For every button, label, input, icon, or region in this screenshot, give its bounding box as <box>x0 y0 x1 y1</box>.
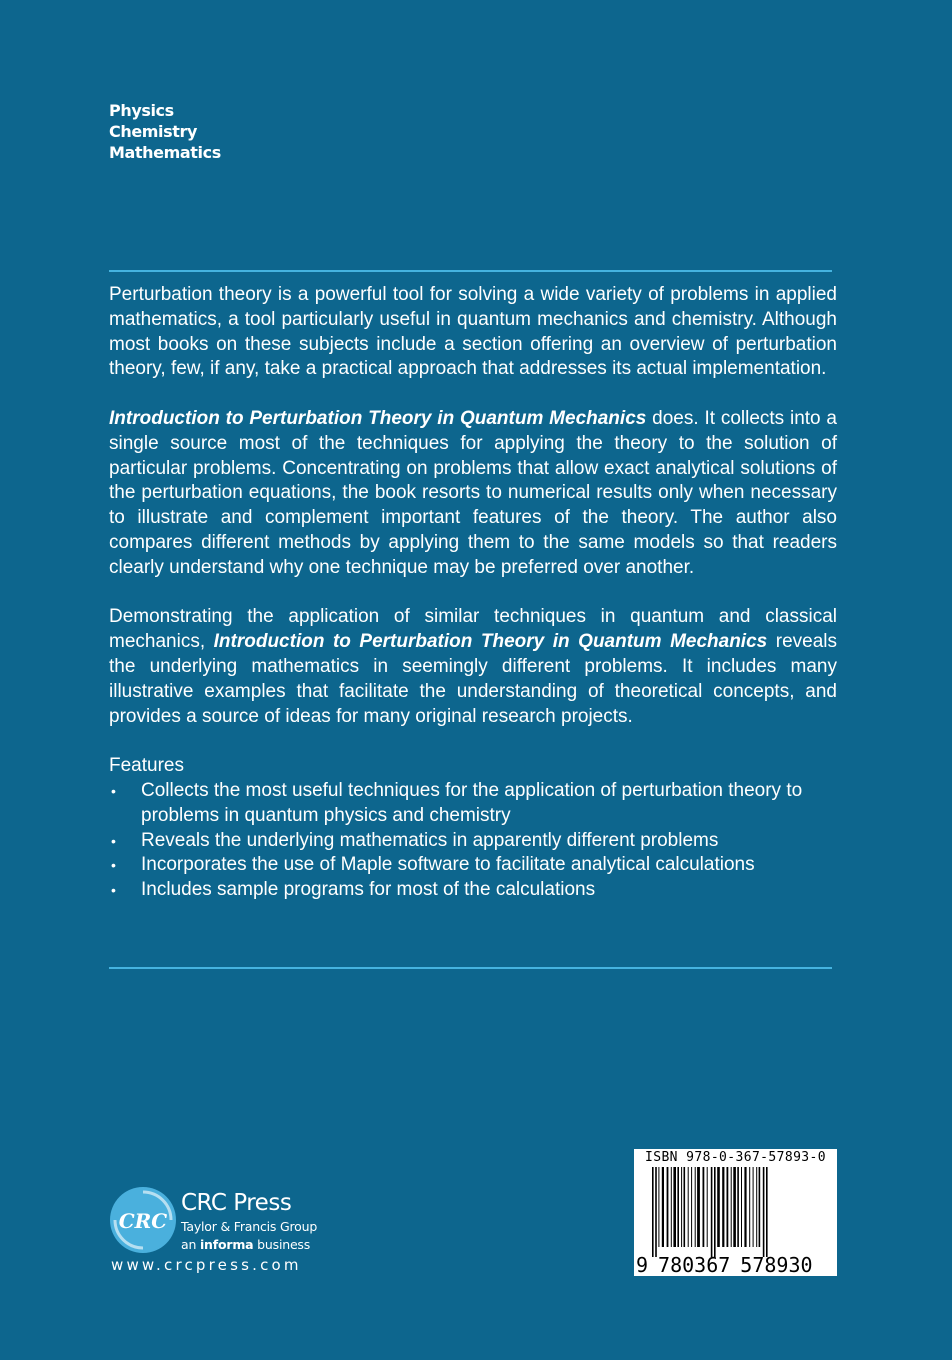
description-body <box>109 283 837 903</box>
isbn-digits: 9 780367 578930 <box>636 1253 813 1277</box>
paragraph-3 <box>109 605 837 729</box>
barcode-bar <box>681 1167 682 1247</box>
bullet-icon: • <box>111 832 116 849</box>
barcode-bar <box>703 1167 705 1247</box>
barcode-bar <box>655 1167 657 1257</box>
publisher-url: www.crcpress.com <box>111 1256 302 1274</box>
barcode-bar <box>717 1167 720 1247</box>
isbn-barcode <box>634 1149 837 1276</box>
top-divider <box>109 270 832 272</box>
barcode-bar <box>731 1167 732 1247</box>
barcode-bar <box>697 1167 700 1247</box>
book-title: Introduction to Perturbation Theory in Quantum Mechanics <box>109 407 647 429</box>
isbn-lead-digit: 9 <box>636 1253 649 1277</box>
publisher-group: Taylor & Francis Group <box>181 1219 318 1234</box>
barcode-bar <box>667 1167 669 1247</box>
barcode-bar <box>691 1167 692 1247</box>
paragraph-2 <box>109 407 837 581</box>
paragraph-2-text: does. It collects into a single source most of the techniques for applying the theory to the solution of particular problems. Concentrating on problems that allow exact analytical solutions of the perturbation equations, the book resorts to numerical results only when necessary to illustrate and complement important features of the theory. The author also compares different methods by applying them to the same models so that readers clearly understand why one technique may be preferred over another. <box>109 407 837 578</box>
barcode-bar <box>763 1167 765 1257</box>
subject-list <box>109 100 221 163</box>
barcode-bar <box>744 1167 746 1247</box>
feature-item: • Collects the most useful techniques for the application of perturbation theory to problems in quantum physics and chemistry <box>111 779 803 826</box>
barcode-bar <box>722 1167 724 1247</box>
barcode-bar <box>695 1167 696 1247</box>
barcode-bar <box>652 1167 654 1257</box>
subject-mathematics: Mathematics <box>109 143 221 162</box>
paragraph-3-before: Demonstrating the application of similar techniques in quantum and classical mechanics, <box>109 606 837 653</box>
features-heading: Features <box>109 755 184 777</box>
feature-item: • Includes sample programs for most of the calculations <box>109 878 837 903</box>
barcode-bar <box>688 1167 689 1247</box>
bottom-divider <box>109 967 832 969</box>
publisher-business: an informa business <box>181 1237 311 1252</box>
barcode-bar <box>766 1167 768 1257</box>
publisher-block <box>181 1190 317 1253</box>
barcode-bar <box>677 1167 679 1247</box>
barcode-bar <box>658 1167 659 1247</box>
feature-item: • Reveals the underlying mathematics in apparently different problems <box>109 829 837 854</box>
paragraph-1: Perturbation theory is a powerful tool for solving a wide variety of problems in applied mathematics, a tool particularly useful in quantum mechanics and chemistry. Although most books on these subjects include a section offering an overview of perturbation theory, few, if any, take a practical approach that addresses its actual implementation. <box>109 284 837 380</box>
barcode-bar <box>707 1167 708 1247</box>
bullet-icon: • <box>111 782 116 799</box>
barcode-bar <box>737 1167 739 1247</box>
barcode-bar <box>662 1167 664 1247</box>
crc-logo-icon <box>109 1186 177 1254</box>
svg-text:CRC: CRC <box>118 1209 168 1233</box>
barcode-bar <box>733 1167 736 1247</box>
barcode-bar <box>741 1167 742 1247</box>
barcode-bar <box>673 1167 676 1247</box>
barcode-bar <box>727 1167 729 1247</box>
isbn-label: ISBN 978-0-367-57893-0 <box>645 1150 826 1165</box>
publisher-name: CRC Press <box>181 1190 292 1216</box>
feature-item: • Incorporates the use of Maple software to facilitate analytical calculations <box>109 853 837 878</box>
bullet-icon: • <box>111 882 116 899</box>
barcode-bar <box>684 1167 686 1247</box>
barcode-bar <box>756 1167 757 1247</box>
barcode-bar <box>671 1167 672 1247</box>
barcode-bar <box>714 1167 716 1257</box>
barcode-bar <box>711 1167 713 1257</box>
book-title: Introduction to Perturbation Theory in Quantum Mechanics <box>213 631 768 653</box>
subject-physics: Physics <box>109 101 174 120</box>
barcode-bar <box>753 1167 754 1247</box>
bullet-icon: • <box>111 857 116 874</box>
paragraph-3-after: reveals the underlying mathematics in seemingly different problems. It includes many illustrative examples that facilitate the understanding of theoretical concepts, and provides a source of ideas for many original research projects. <box>109 631 838 727</box>
barcode-bar <box>749 1167 750 1247</box>
features-list <box>109 779 837 903</box>
subject-chemistry: Chemistry <box>109 122 198 141</box>
barcode-bar <box>759 1167 761 1247</box>
